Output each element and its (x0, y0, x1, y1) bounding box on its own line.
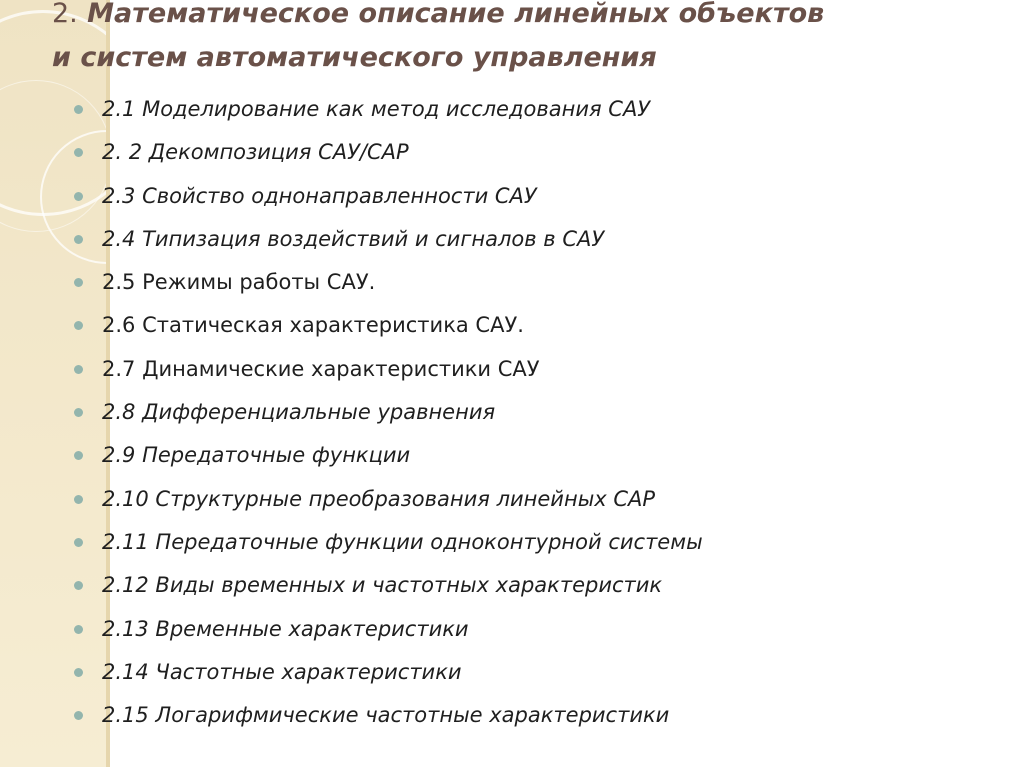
topic-text: 2.4 Типизация воздействий и сигналов в САУ (102, 226, 605, 251)
bullet-icon (74, 278, 83, 287)
topic-item (70, 652, 970, 695)
topic-text: 2.14 Частотные характеристики (102, 659, 462, 684)
topic-text: 2.1 Моделирование как метод исследования САУ (102, 97, 651, 121)
topic-item (70, 176, 970, 219)
bullet-icon (74, 495, 83, 504)
bullet-icon (74, 235, 83, 244)
topic-item (70, 349, 970, 392)
topic-text: 2.5 Режимы работы САУ. (102, 270, 376, 295)
bullet-icon (74, 192, 83, 201)
bullet-icon (74, 408, 83, 417)
topic-text: 2.8 Дифференциальные уравнения (102, 400, 496, 425)
topic-text: 2.6 Статическая характеристика САУ. (102, 313, 524, 338)
topic-list (70, 89, 970, 738)
topic-item (70, 522, 970, 565)
topic-item (70, 132, 970, 175)
topic-item (70, 609, 970, 652)
bullet-icon (74, 668, 83, 677)
topic-item (70, 305, 970, 348)
slide-title (52, 0, 1002, 80)
bullet-icon (74, 538, 83, 547)
topic-item (70, 565, 970, 608)
topic-item (70, 392, 970, 435)
topic-text: 2.11 Передаточные функции одноконтурной системы (102, 529, 703, 554)
topic-text: 2.13 Временные характеристики (102, 616, 469, 641)
topic-text: 2.3 Свойство однонаправленности САУ (102, 183, 537, 208)
topic-item (70, 89, 970, 132)
bullet-icon (74, 365, 83, 374)
bullet-icon (74, 105, 83, 114)
bullet-icon (74, 321, 83, 330)
topic-text: 2.12 Виды временных и частотных характеристик (102, 573, 663, 598)
topic-text: 2.9 Передаточные функции (102, 443, 411, 468)
topic-text: 2. 2 Декомпозиция САУ/САР (102, 140, 409, 165)
topic-item (70, 219, 970, 262)
title-line-1: Математическое описание линейных объектов (87, 0, 825, 29)
bullet-icon (74, 148, 83, 157)
title-number: 2. (52, 0, 78, 29)
topic-text: 2.7 Динамические характеристики САУ (102, 356, 540, 381)
bullet-icon (74, 625, 83, 634)
topic-item (70, 695, 970, 738)
bullet-icon (74, 451, 83, 460)
bullet-icon (74, 581, 83, 590)
topic-text: 2.15 Логарифмические частотные характеристики (102, 703, 670, 728)
title-line-2: и систем автоматического управления (52, 42, 657, 73)
topic-item (70, 262, 970, 305)
topic-item (70, 479, 970, 522)
bullet-icon (74, 711, 83, 720)
topic-item (70, 435, 970, 478)
topic-text: 2.10 Структурные преобразования линейных САР (102, 486, 656, 511)
